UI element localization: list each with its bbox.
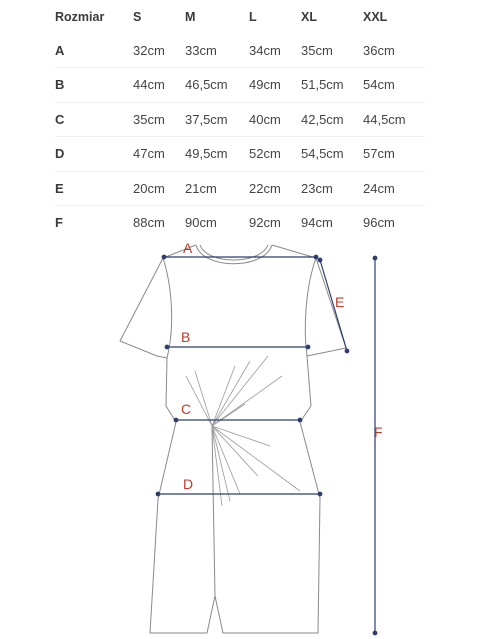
row-label: E xyxy=(55,180,64,196)
table-cell: 52cm xyxy=(249,146,281,162)
table-cell: 24cm xyxy=(363,180,395,196)
header-xl: XL xyxy=(301,9,317,24)
table-row xyxy=(55,68,425,103)
table-cell: 35cm xyxy=(301,42,333,58)
dress-outline xyxy=(120,245,346,633)
table-header-row xyxy=(55,0,425,34)
table-cell: 90cm xyxy=(185,215,217,231)
table-cell: 51,5cm xyxy=(301,77,344,93)
row-label: C xyxy=(55,111,65,127)
size-chart-table xyxy=(55,0,425,240)
table-cell: 21cm xyxy=(185,180,217,196)
table-cell: 23cm xyxy=(301,180,333,196)
row-label: F xyxy=(55,215,63,231)
row-label: B xyxy=(55,77,65,93)
table-cell: 40cm xyxy=(249,111,281,127)
twist-folds xyxy=(186,356,300,506)
table-cell: 33cm xyxy=(185,42,217,58)
table-cell: 42,5cm xyxy=(301,111,344,127)
table-cell: 32cm xyxy=(133,42,165,58)
header-s: S xyxy=(133,9,142,24)
measure-c-label: C xyxy=(181,401,192,417)
row-label: A xyxy=(55,42,65,58)
table-cell: 34cm xyxy=(249,42,281,58)
header-size: Rozmiar xyxy=(55,9,105,24)
table-row xyxy=(55,137,425,172)
header-l: L xyxy=(249,9,257,24)
header-xxl: XXL xyxy=(363,9,388,24)
table-cell: 36cm xyxy=(363,42,395,58)
table-cell: 88cm xyxy=(133,215,165,231)
table-row xyxy=(55,171,425,206)
table-cell: 49,5cm xyxy=(185,146,228,162)
table-cell: 20cm xyxy=(133,180,165,196)
table-cell: 47cm xyxy=(133,146,165,162)
table-cell: 57cm xyxy=(363,146,395,162)
header-m: M xyxy=(185,9,196,24)
table-cell: 46,5cm xyxy=(185,77,228,93)
measure-b-label: B xyxy=(181,329,191,345)
table-cell: 49cm xyxy=(249,77,281,93)
table-cell: 44cm xyxy=(133,77,165,93)
measure-e-label: E xyxy=(335,294,345,310)
measure-d-label: D xyxy=(183,476,194,492)
table-cell: 35cm xyxy=(133,111,165,127)
table-cell: 44,5cm xyxy=(363,111,406,127)
table-cell: 94cm xyxy=(301,215,333,231)
table-row xyxy=(55,34,425,68)
row-label: D xyxy=(55,146,65,162)
table-cell: 92cm xyxy=(249,215,281,231)
table-row xyxy=(55,206,425,240)
table-cell: 22cm xyxy=(249,180,281,196)
measure-a-label: A xyxy=(183,240,193,256)
dress-measurement-diagram xyxy=(0,236,480,639)
table-cell: 96cm xyxy=(363,215,395,231)
table-cell: 54cm xyxy=(363,77,395,93)
measure-f-label: F xyxy=(374,424,383,440)
table-cell: 37,5cm xyxy=(185,111,228,127)
table-row xyxy=(55,102,425,137)
table-cell: 54,5cm xyxy=(301,146,344,162)
